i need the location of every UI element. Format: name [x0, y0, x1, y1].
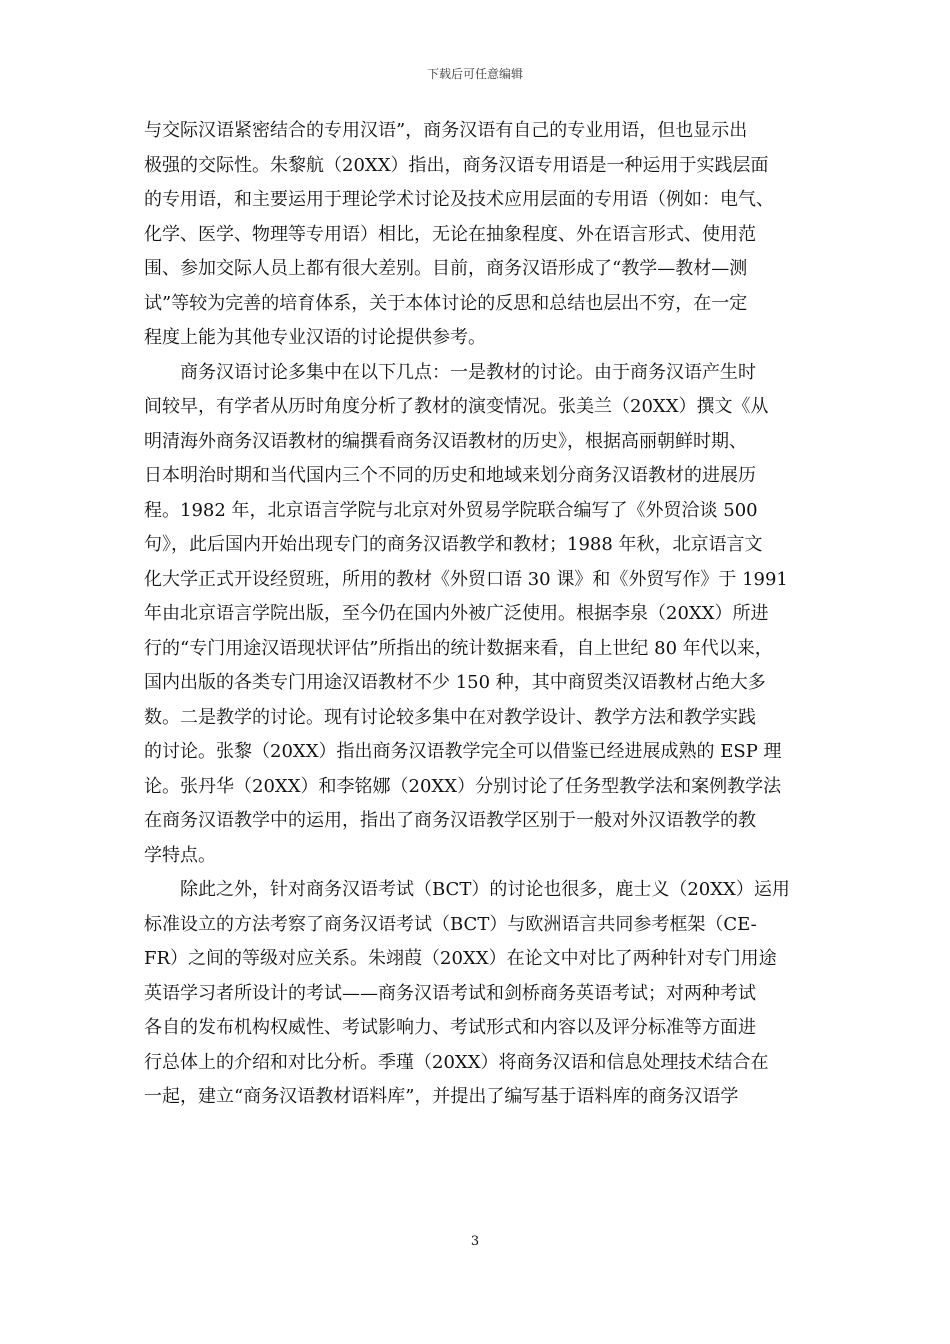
- text-line: 围、参加交际人员上都有很大差别。目前，商务汉语形成了“教学—教材—测: [144, 258, 748, 279]
- text-line: FR）之间的等级对应关系。朱翊葭（20XX）在论文中对比了两种针对专门用途: [144, 948, 777, 969]
- text-line: 一起，建立“商务汉语教材语料库”，并提出了编写基于语料库的商务汉语学: [144, 1086, 739, 1107]
- text-line: 化大学正式开设经贸班，所用的教材《外贸口语 30 课》和《外贸写作》于 1991: [144, 568, 788, 590]
- text-line: 句》，此后国内开始出现专门的商务汉语教学和教材；1988 年秋，北京语言文: [144, 534, 763, 555]
- text-line: 与交际汉语紧密结合的专用汉语”，商务汉语有自己的专业用语，但也显示出: [144, 120, 748, 141]
- text-line: 的讨论。张黎（20XX）指出商务汉语教学完全可以借鉴已经进展成熟的 ESP 理: [144, 741, 782, 762]
- text-line: 极强的交际性。朱黎航（20XX）指出，商务汉语专用语是一种运用于实践层面: [144, 154, 769, 176]
- text-line: 年由北京语言学院出版，至今仍在国内外被广泛使用。根据李泉（20XX）所进: [144, 603, 769, 624]
- page-number: 3: [470, 1234, 480, 1249]
- text-line: 论。张丹华（20XX）和李铭娜（20XX）分别讨论了任务型教学法和案例教学法: [144, 775, 782, 797]
- text-line: 的专用语，和主要运用于理论学术讨论及技术应用层面的专用语（例如：电气、: [144, 189, 774, 210]
- body-text: [144, 114, 809, 1115]
- page-header: 下载后可任意编辑: [426, 67, 523, 81]
- text-line: 日本明治时期和当代国内三个不同的历史和地域来划分商务汉语教材的进展历: [144, 465, 756, 486]
- text-line: 各自的发布机构权威性、考试影响力、考试形式和内容以及评分标准等方面进: [144, 1017, 756, 1038]
- text-line: 间较早，有学者从历时角度分析了教材的演变情况。张美兰（20XX）撰文《从: [144, 396, 769, 417]
- text-line: 化学、医学、物理等专用语）相比，无论在抽象程度、外在语言形式、使用范: [144, 223, 756, 245]
- text-line: 商务汉语讨论多集中在以下几点：一是教材的讨论。由于商务汉语产生时: [180, 361, 756, 383]
- text-line: 标准设立的方法考察了商务汉语考试（BCT）与欧洲语言共同参考框架（CE-: [144, 913, 757, 935]
- text-line: 试”等较为完善的培育体系，关于本体讨论的反思和总结也层出不穷，在一定: [144, 292, 748, 314]
- text-line: 程。1982 年，北京语言学院与北京对外贸易学院联合编写了《外贸洽谈 500: [144, 499, 758, 521]
- text-line: 明清海外商务汉语教材的编撰看商务汉语教材的历史》，根据高丽朝鲜时期、: [144, 430, 747, 452]
- text-line: 国内出版的各类专门用途汉语教材不少 150 种，其中商贸类汉语教材占绝大多: [144, 672, 766, 693]
- text-line: 行总体上的介绍和对比分析。季瑾（20XX）将商务汉语和信息处理技术结合在: [144, 1051, 769, 1073]
- text-line: 行的“专门用途汉语现状评估”所指出的统计数据来看，自上世纪 80 年代以来，: [144, 637, 773, 659]
- text-line: 英语学习者所设计的考试——商务汉语考试和剑桥商务英语考试；对两种考试: [144, 982, 756, 1004]
- text-line: 数。二是教学的讨论。现有讨论较多集中在对教学设计、教学方法和教学实践: [144, 706, 756, 728]
- text-line: 除此之外，针对商务汉语考试（BCT）的讨论也很多，鹿士义（20XX）运用: [180, 879, 790, 900]
- text-line: 在商务汉语教学中的运用，指出了商务汉语教学区别于一般对外汉语教学的教: [144, 810, 756, 831]
- text-line: 学特点。: [144, 844, 216, 866]
- text-line: 程度上能为其他专业汉语的讨论提供参考。: [144, 327, 486, 348]
